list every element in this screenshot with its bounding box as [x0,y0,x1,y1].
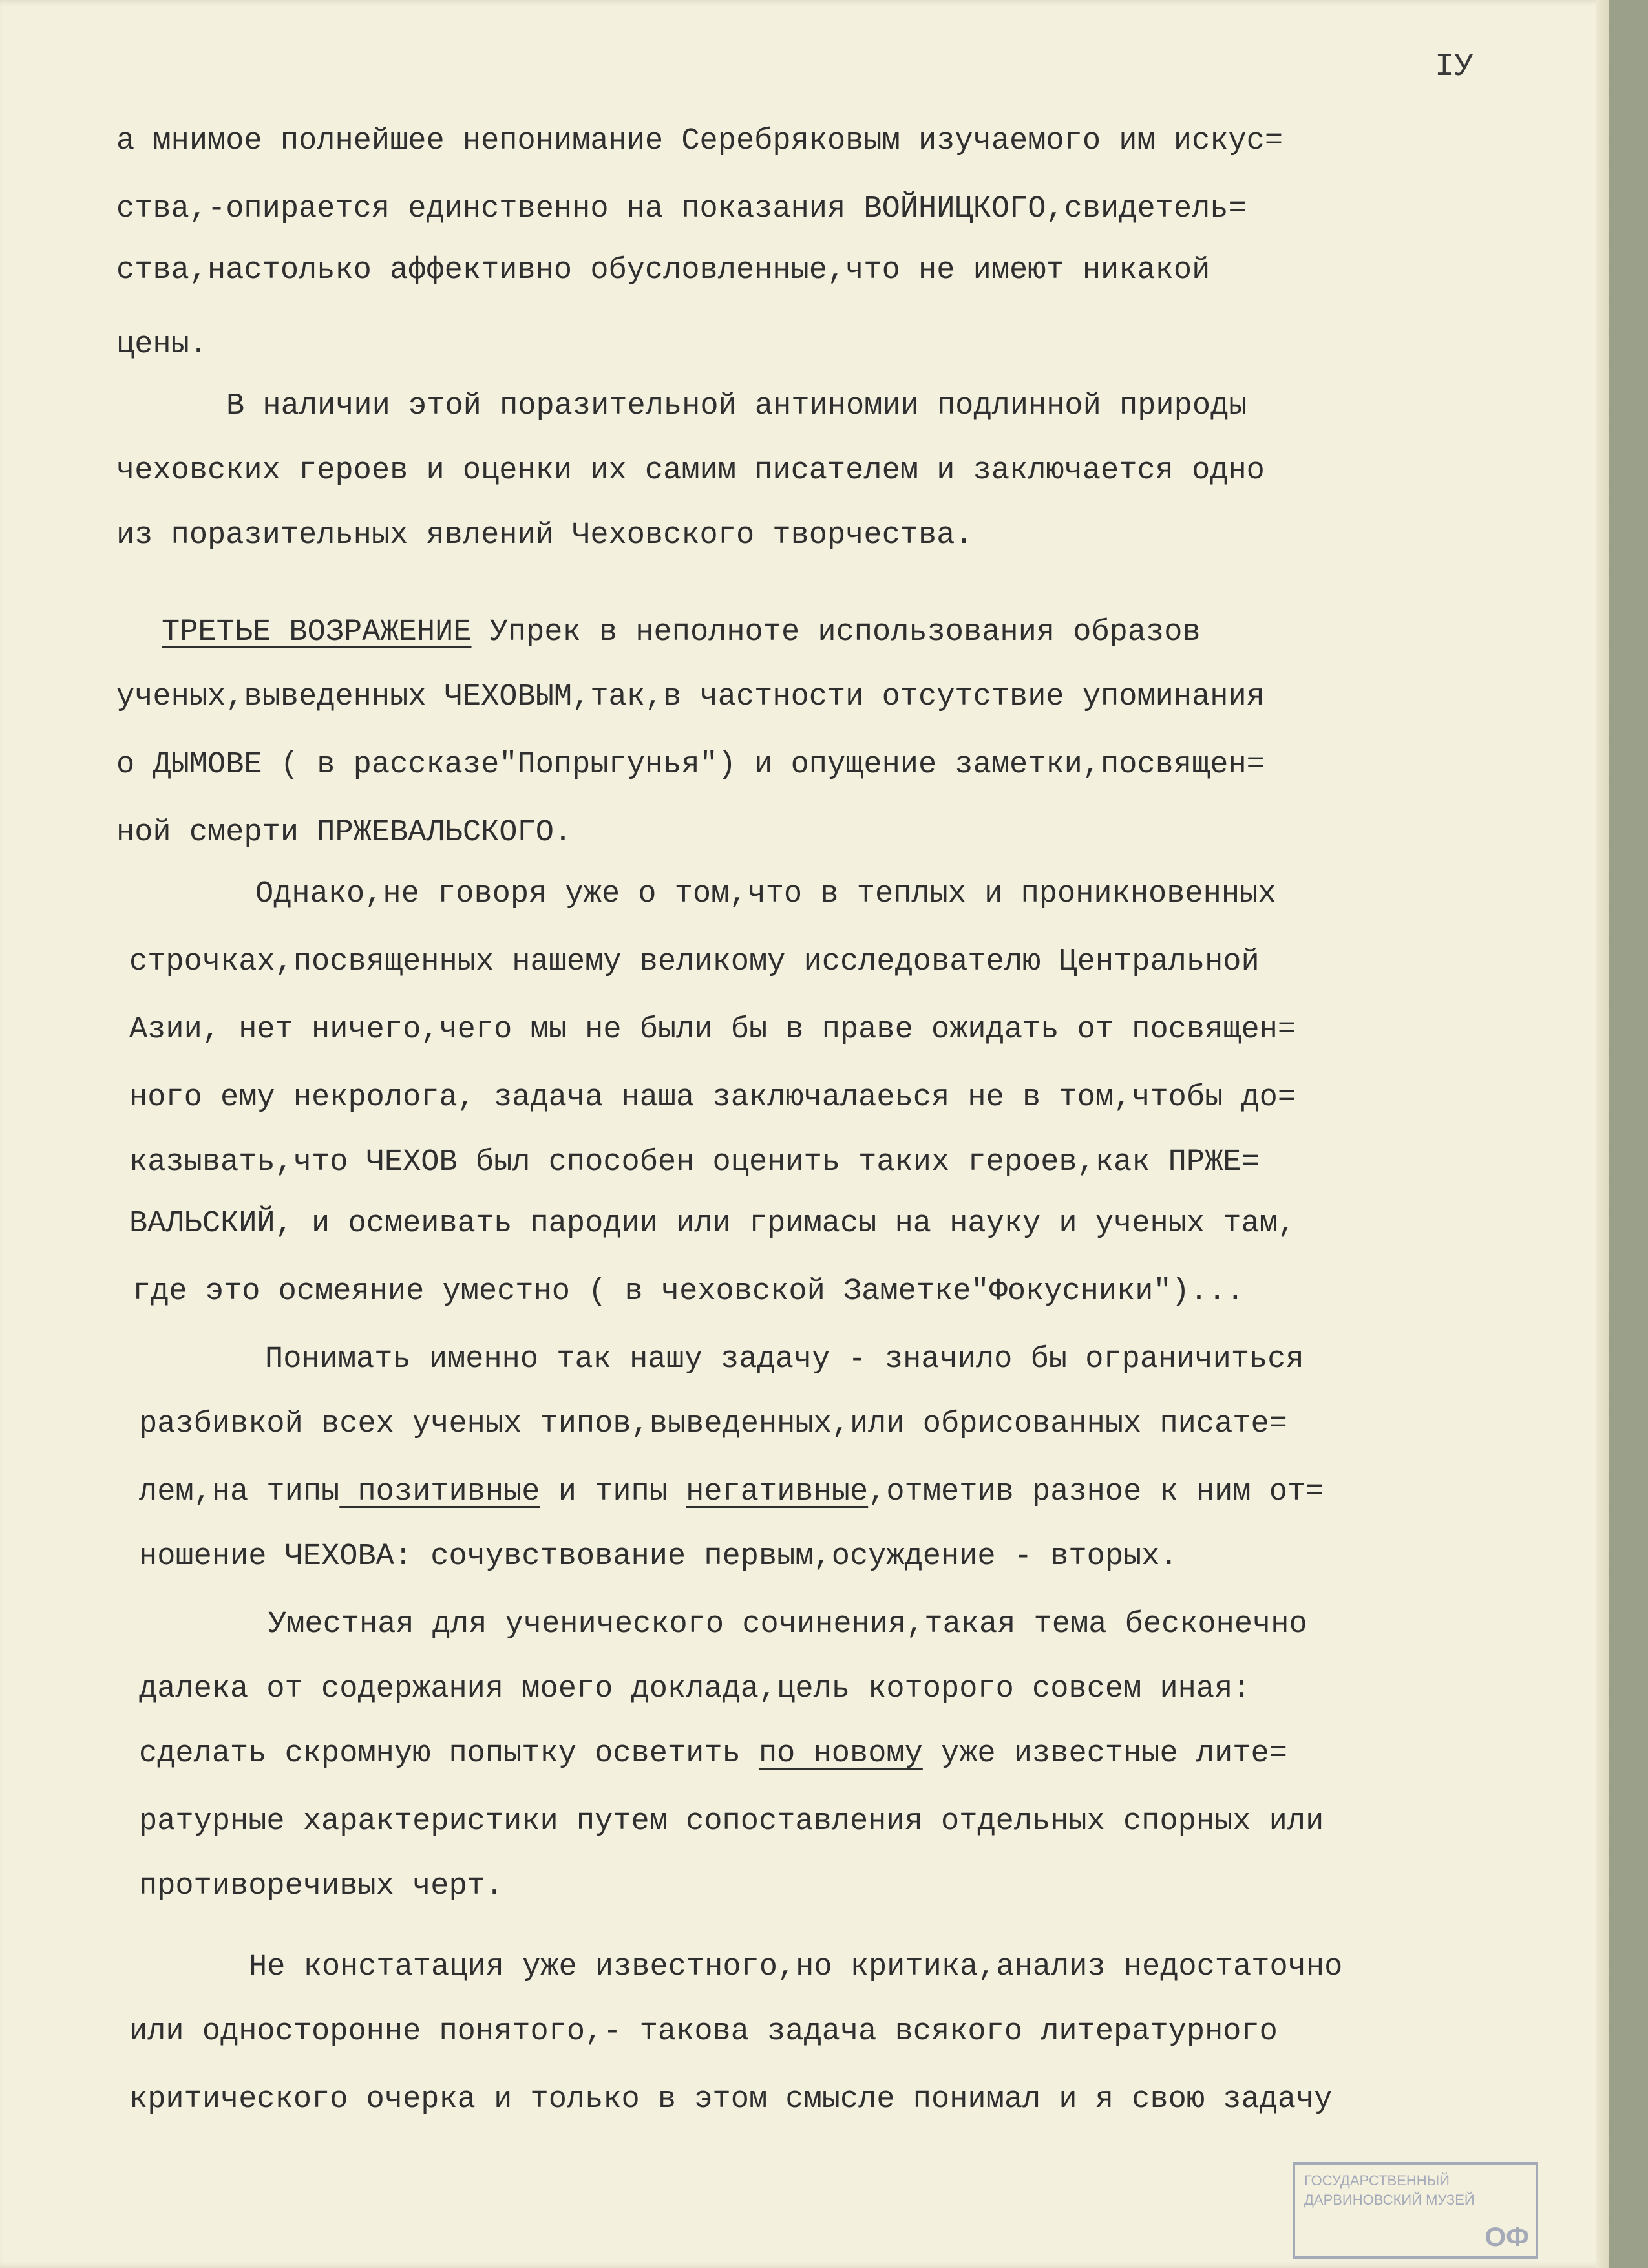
text-span: Упрек в неполноте использования образов [471,615,1201,650]
archive-stamp [1293,2162,1538,2259]
text-line: Понимать именно так нашу задачу - значило бы ограничиться [265,1342,1304,1377]
emphasis-underlined: по новому [758,1737,923,1771]
text-line: ношение ЧЕХОВА: сочувствование первым,осуждение - вторых. [139,1540,1178,1574]
text-line [162,617,1201,648]
text-line: ной смерти ПРЖЕВАЛЬСКОГО. [116,816,573,850]
stamp-line: ГОСУДАРСТВЕННЫЙ [1304,2172,1450,2189]
text-line: далека от содержания моего доклада,цель которого совсем иная: [139,1672,1251,1706]
text-span: уже известные лите= [922,1737,1287,1771]
text-span: сделать скромную попытку осветить [139,1737,759,1771]
text-line: или односторонне понятого,- такова задача всякого литературного [129,2015,1278,2049]
text-line [139,1739,1287,1769]
text-line: разбивкой всех ученых типов,выведенных,или обрисованных писате= [139,1407,1287,1441]
text-line: критического очерка и только в этом смысле понимал и я свою задачу [129,2083,1333,2117]
text-span: ,отметив разное к ним от= [868,1475,1324,1509]
text-line: ВАЛЬСКИЙ, и осмеивать пародии или гримасы на науку и ученых там, [129,1207,1296,1241]
emphasis-underlined: негативные [686,1475,869,1509]
text-line [139,1477,1324,1507]
text-line: ства,-опирается единственно на показания ВОЙНИЦКОГО,свидетель= [116,192,1247,226]
emphasis-underlined: позитивные [339,1475,540,1509]
text-line: противоречивых черт. [139,1869,504,1903]
section-heading: ТРЕТЬЕ ВОЗРАЖЕНИЕ [162,615,472,650]
text-line: Азии, нет ничего,чего мы не были бы в праве ожидать от посвящен= [129,1013,1296,1047]
stamp-code: ОФ [1484,2221,1529,2252]
text-line: из поразительных явлений Чеховского творчества. [116,518,973,553]
text-line: казывать,что ЧЕХОВ был способен оценить таких героев,как ПРЖЕ= [129,1145,1260,1180]
text-line: Однако,не говоря уже о том,что в теплых и проникновенных [255,877,1276,911]
text-line: цены. [116,328,208,362]
text-line: о ДЫМОВЕ ( в рассказе"Попрыгунья") и опущение заметки,посвящен= [116,748,1265,782]
text-line: где это осмеяние уместно ( в чеховской Заметке"Фокусники")... [132,1275,1245,1309]
text-line: а мнимое полнейшее непонимание Серебряковым изучаемого им искус= [116,124,1284,158]
text-line: Уместная для ученического сочинения,такая тема бесконечно [268,1607,1307,1642]
text-line: ства,настолько аффективно обусловленные,что не имеют никакой [116,253,1210,288]
text-line: строчках,посвященных нашему великому исследователю Центральной [129,945,1260,979]
text-span: и типы [540,1475,686,1509]
text-line: Не констатация уже известного,но критика,анализ недостаточно [249,1950,1343,1984]
text-span: лем,на типы [139,1475,340,1509]
stamp-line: ДАРВИНОВСКИЙ МУЗЕЙ [1304,2192,1475,2208]
text-line: ученых,выведенных ЧЕХОВЫМ,так,в частности отсутствие упоминания [116,680,1265,714]
text-line: чеховских героев и оценки их самим писателем и заключается одно [116,454,1265,488]
text-line: В наличии этой поразительной антиномии подлинной природы [226,389,1247,423]
text-line: ного ему некролога, задача наша заключалаеься не в том,чтобы до= [129,1081,1296,1115]
text-line: ратурные характеристики путем сопоставления отдельных спорных или [139,1805,1324,1839]
page-number: IУ [1435,48,1474,85]
